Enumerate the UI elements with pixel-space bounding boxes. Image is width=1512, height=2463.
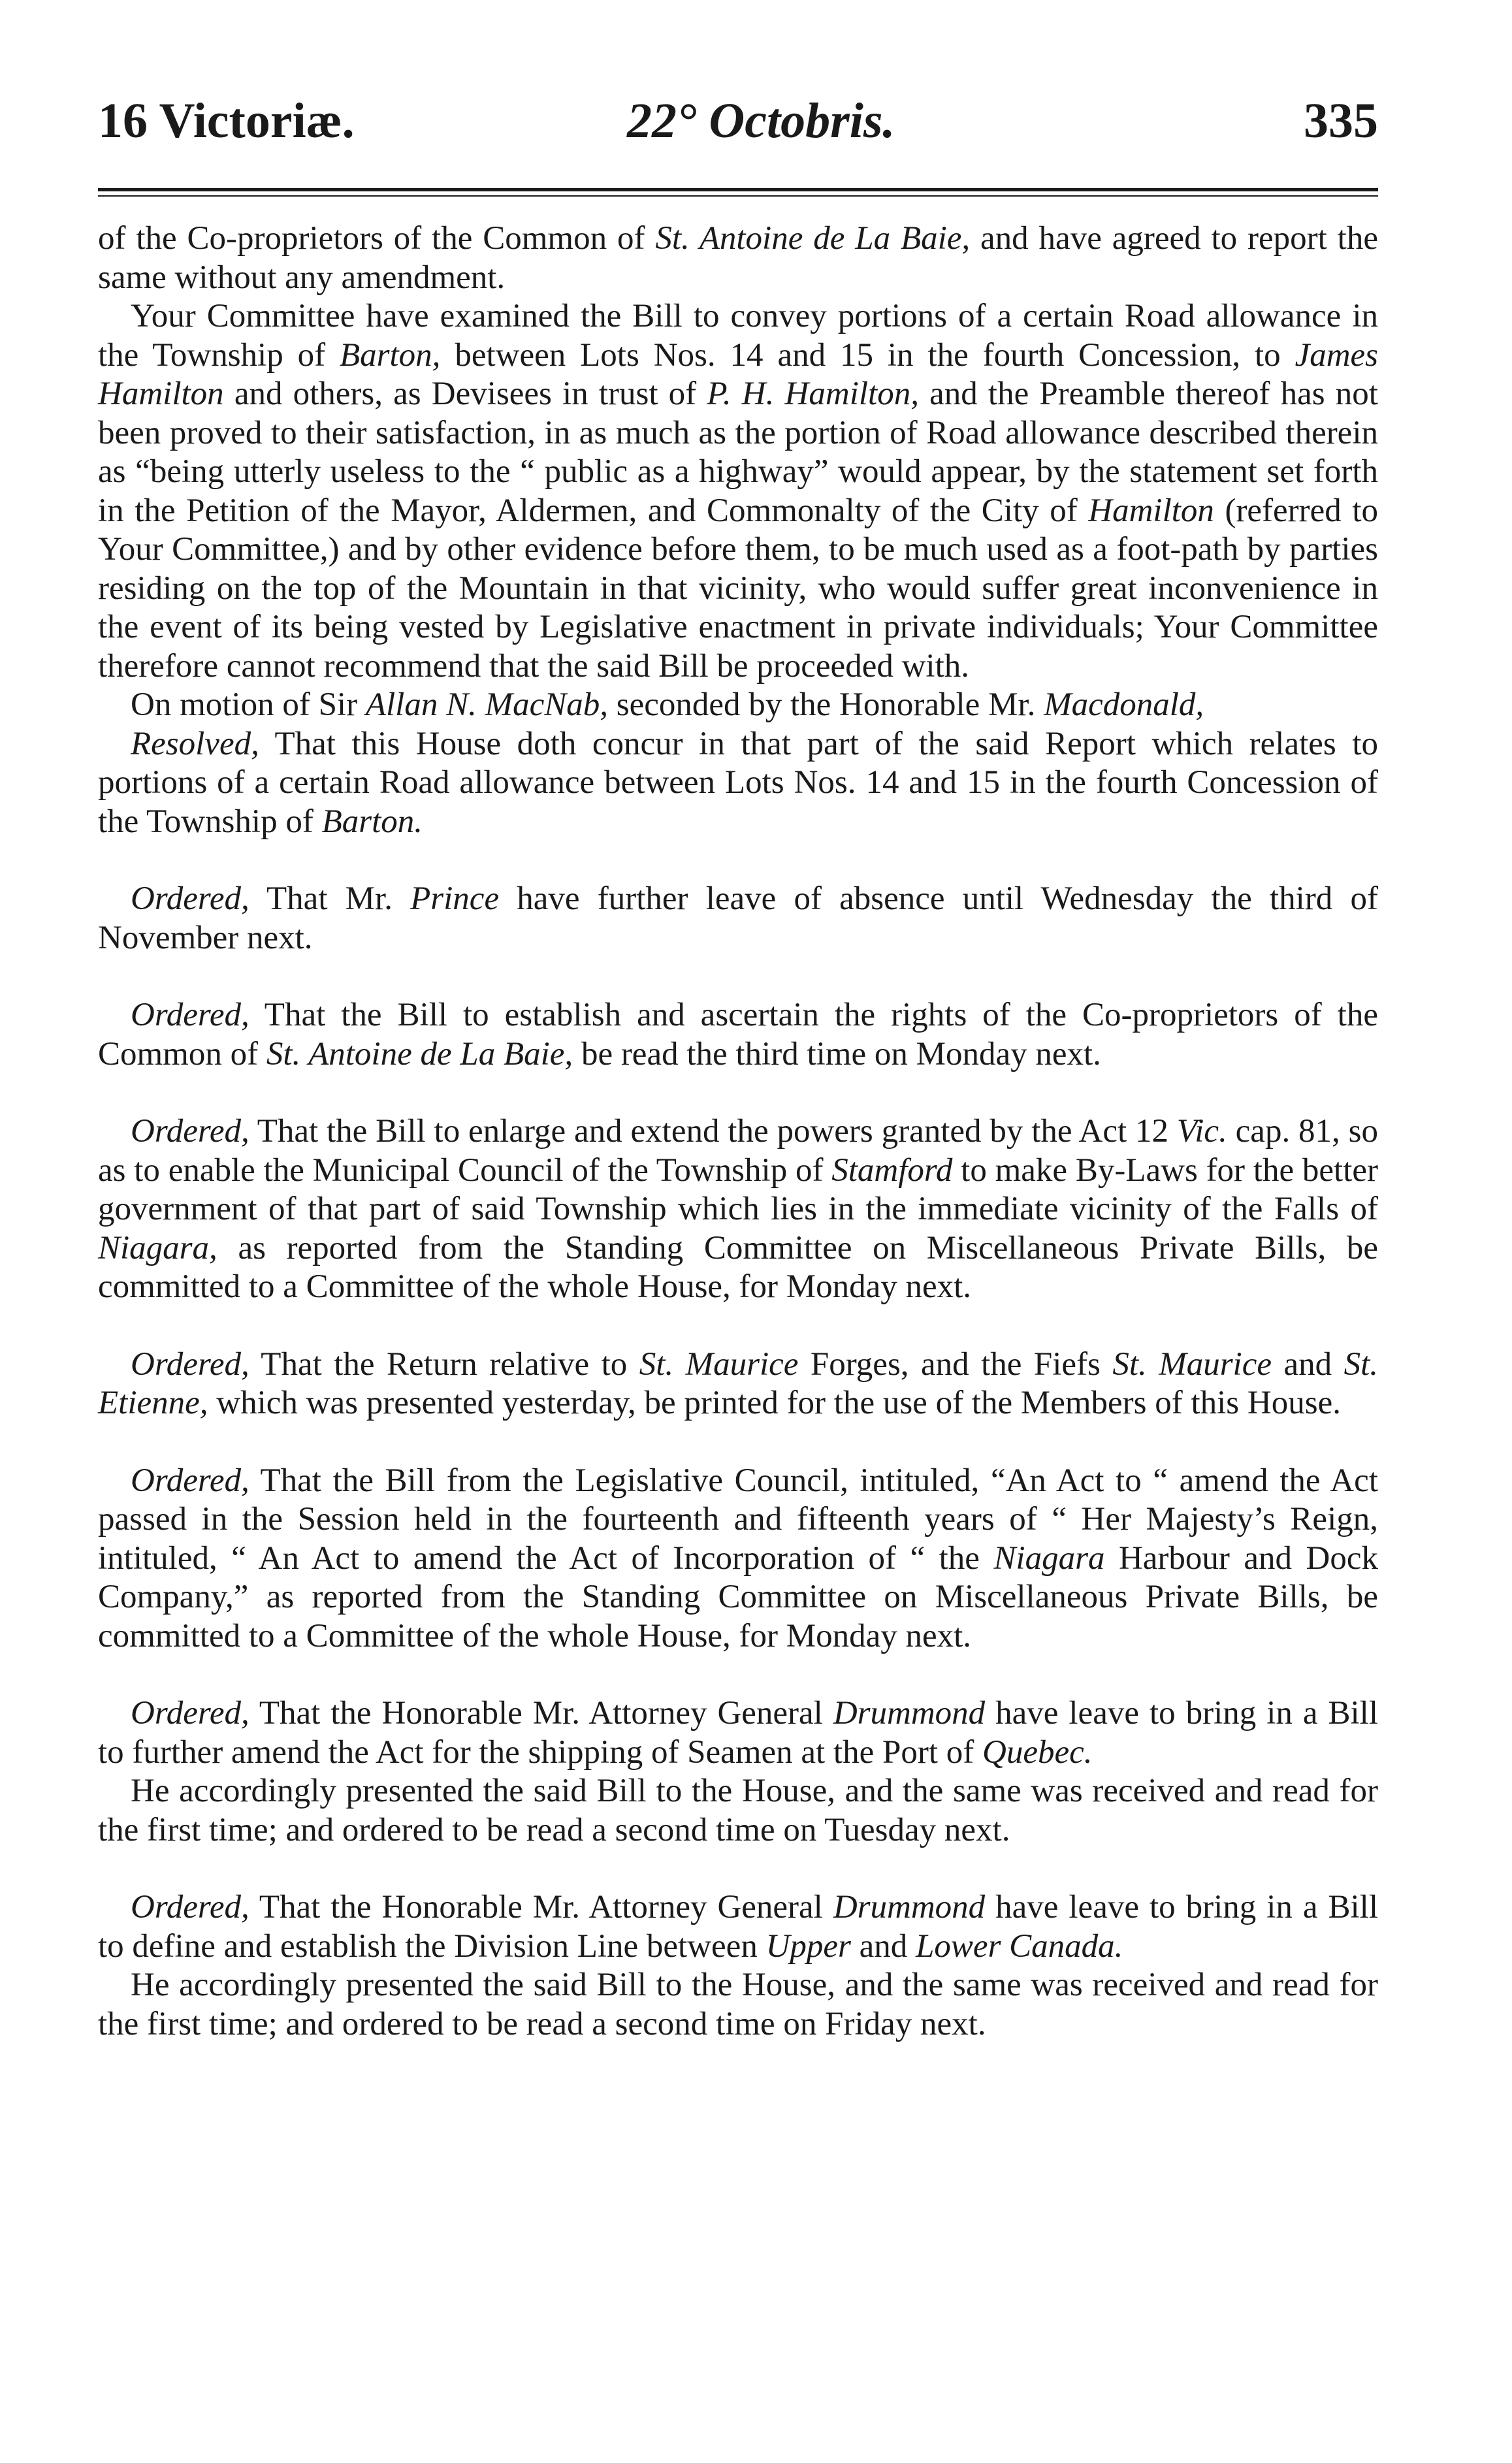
rule-thin [98,195,1378,197]
italic-text: Macdonald, [1044,686,1204,723]
italic-text: St. Etienne, [98,1345,1378,1421]
text-run: That Mr. [249,880,411,917]
italic-text: Drummond [833,1889,986,1925]
paragraph-p8 [98,1345,1378,1423]
paragraph-p1 [98,219,1378,297]
italic-text: Stamford [831,1151,953,1189]
text-run: and have agreed to report the same without any amendment. [98,220,1378,296]
italic-text: St. Antoine de La Baie, [266,1035,573,1072]
text-run: Forges, and the Fiefs [798,1345,1113,1383]
italic-text: Upper [765,1927,851,1965]
text-run: Your Committee have examined the Bill to convey portions of a certain Road allowance in the Township of [98,298,1378,374]
text-run: seconded by the Honorable Mr. [608,686,1044,723]
text-run: On motion of Sir [131,686,366,723]
italic-text: James Hamilton [98,336,1379,412]
paragraph-p2 [98,297,1378,686]
regnal-year: 16 Victoriæ. [98,93,355,148]
text-run: and [1272,1345,1344,1383]
paragraph-p9 [98,1462,1378,1656]
text-run: which was presented yesterday, be printed for the use of the Members of this House. [208,1385,1341,1421]
italic-text: Drummond [833,1695,986,1731]
text-run: between Lots Nos. 14 and 15 in the fourth Concession, to [440,336,1295,374]
text-run: have leave to bring in a Bill to further amend the Act for the shipping of Seamen at the Port of [98,1695,1378,1771]
text-run: That the Bill to enlarge and extend the powers granted by the Act 12 [249,1113,1177,1150]
italic-text: Lower Canada. [916,1927,1123,1965]
text-run: He accordingly presented the said Bill to the House, and the same was received and read for the first time; and ordered to be read a second time on Tuesday next. [98,1773,1378,1848]
italic-text: Ordered, [131,1345,249,1383]
session-date: 22° Octobris. [627,93,895,148]
italic-text: Vic. [1176,1113,1227,1150]
text-run: He accordingly presented the said Bill to the House, and the same was received and read for the first time; and ordered to be read a second time on Friday next. [98,1967,1378,2042]
italic-text: Niagara, [98,1229,217,1266]
text-run: to make By-Laws for the better government of that part of said Township which lies in the immediate vicinity of the Falls of [98,1151,1378,1227]
text-run: That the Bill from the Legislative Council, intituled, “An Act to “ amend the Act passed in the Session held in the fourteenth and fifteenth years of “ Her Majesty’s Reign, intituled, “ An Act to amend the Act of Incorporation of “ the [98,1462,1378,1577]
italic-text: Hamilton [1088,492,1214,529]
italic-text: Ordered, [131,1889,249,1925]
italic-text: Ordered, [131,997,249,1033]
paragraph-p13 [98,1966,1378,2044]
italic-text: Resolved, [131,725,259,762]
italic-text: P. H. Hamilton, [707,376,919,412]
paragraph-p5 [98,880,1378,958]
rule-thick [98,188,1378,191]
paragraph-p10 [98,1694,1378,1772]
italic-text: Barton, [340,336,441,374]
text-run: and the Preamble thereof has not been proved to their satisfaction, in as much as the portion of Road allowance described therein as “being utterly useless to the “ public as a highway” would appear, by the statement set forth in the Petition of the Mayor, Aldermen, and Commonalty of the City of [98,376,1378,529]
paragraph-p7 [98,1112,1378,1307]
paragraph-p3 [98,686,1378,725]
text-run: That the Return relative to [249,1345,639,1383]
italic-text: St. Maurice [1112,1345,1272,1383]
italic-text: St. Maurice [639,1345,799,1383]
double-rule [98,188,1378,201]
italic-text: Allan N. MacNab, [365,686,608,723]
italic-text: Ordered, [131,1462,249,1499]
paragraph-p4 [98,725,1378,842]
text-run: have leave to bring in a Bill to define and establish the Division Line between [98,1889,1378,1965]
text-run: and [850,1927,916,1965]
body-text [98,219,1378,2044]
text-run: That the Honorable Mr. Attorney General [249,1889,833,1925]
text-run: That the Bill to establish and ascertain the rights of the Co-proprietors of the Common of [98,997,1378,1072]
italic-text: Niagara [993,1539,1105,1577]
text-run: That the Honorable Mr. Attorney General [249,1695,833,1731]
text-run: and others, as Devisees in trust of [223,376,707,412]
page-number: 335 [1304,93,1378,148]
text-run: be read the third time on Monday next. [573,1035,1101,1072]
italic-text: Quebec. [982,1733,1093,1771]
text-run: Harbour and Dock Company,” as reported from the Standing Committee on Miscellaneous Private Bills, be committed to a Committee of the whole House, for Monday next. [98,1539,1378,1654]
journal-page [98,85,1378,2044]
italic-text: St. Antoine de La Baie, [655,220,971,257]
text-run: That this House doth concur in that part of the said Report which relates to portions of a certain Road allowance between Lots Nos. 14 and 15 in the fourth Concession of the Township of [98,725,1378,840]
text-run: (referred to Your Committee,) and by other evidence before them, to be much used as a foot-path by parties residing on the top of the Mountain in that vicinity, who would suffer great inconvenience in the event of its being vested by Legislative enactment in private individuals; Your Committee therefore cannot recommend that the said Bill be proceeded with. [98,492,1379,684]
paragraph-p12 [98,1888,1378,1966]
italic-text: Barton. [321,803,423,840]
paragraph-p6 [98,996,1378,1074]
running-head [98,85,1378,157]
text-run: as reported from the Standing Committee on Miscellaneous Private Bills, be committed to a Committee of the whole House, for Monday next. [98,1229,1378,1305]
italic-text: Ordered, [131,1113,249,1150]
paragraph-p11 [98,1772,1378,1850]
italic-text: Ordered, [131,1695,249,1731]
text-run: have further leave of absence until Wednesday the third of November next. [98,880,1378,956]
italic-text: Prince [410,880,500,917]
text-run: of the Co-proprietors of the Common of [98,220,656,257]
italic-text: Ordered, [131,880,249,917]
text-run: cap. 81, so as to enable the Municipal Council of the Township of [98,1113,1378,1189]
